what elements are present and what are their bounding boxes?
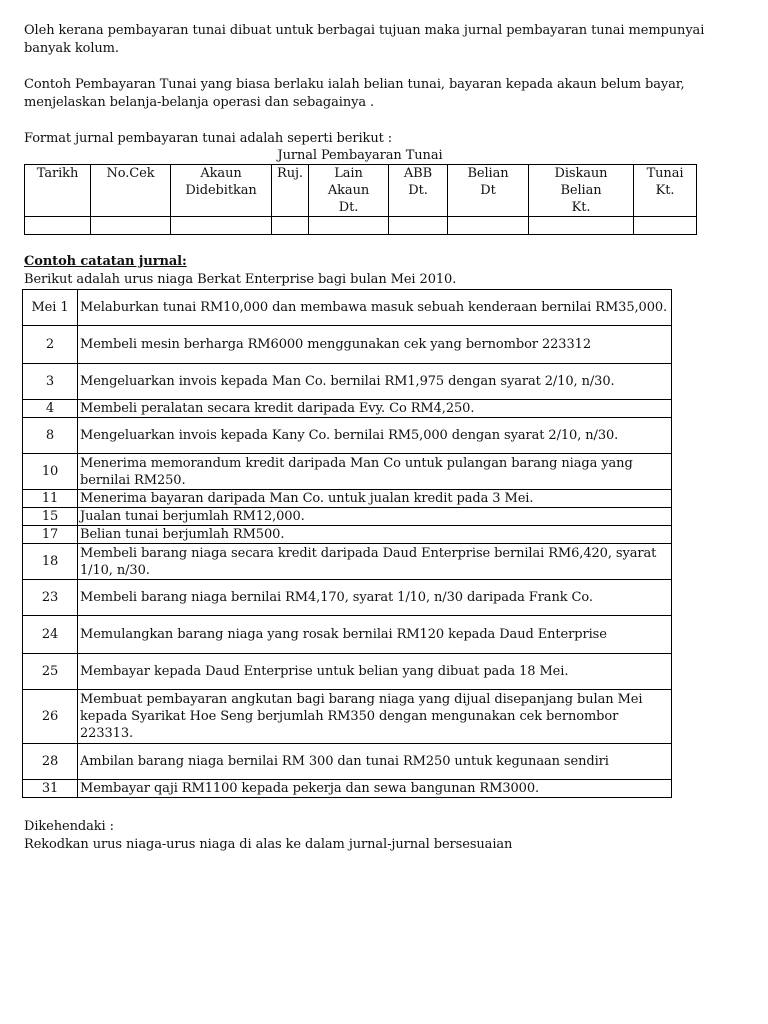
journal-empty-cell [529, 217, 634, 235]
transaction-row [23, 544, 672, 580]
transaction-description: Membayar kepada Daud Enterprise untuk belian yang dibuat pada 18 Mei. [78, 654, 672, 690]
journal-column-header-line: Akaun [200, 166, 242, 181]
journal-format-table [24, 164, 697, 235]
transaction-date: 25 [23, 654, 78, 690]
journal-title: Jurnal Pembayaran Tunai [277, 148, 443, 163]
journal-column-header [272, 165, 309, 217]
transaction-description: Mengeluarkan invois kepada Kany Co. bernilai RM5,000 dengan syarat 2/10, n/30. [78, 418, 672, 454]
journal-empty-cell [389, 217, 448, 235]
requirement-instruction: Rekodkan urus niaga-urus niaga di alas ke dalam jurnal-jurnal bersesuaian [24, 837, 513, 852]
transaction-description: Melaburkan tunai RM10,000 dan membawa masuk sebuah kenderaan bernilai RM35,000. [78, 290, 672, 326]
transaction-row [23, 326, 672, 364]
transaction-row [23, 490, 672, 508]
journal-empty-cell [25, 217, 91, 235]
transaction-date: 11 [23, 490, 78, 508]
transaction-date: 8 [23, 418, 78, 454]
journal-empty-cell [634, 217, 697, 235]
journal-column-header [25, 165, 91, 217]
transaction-date: 10 [23, 454, 78, 490]
transaction-description: Menerima bayaran daripada Man Co. untuk jualan kredit pada 3 Mei. [78, 490, 672, 508]
transaction-date: 4 [23, 400, 78, 418]
transaction-row [23, 418, 672, 454]
transaction-row [23, 400, 672, 418]
transaction-date: 18 [23, 544, 78, 580]
journal-empty-cell [309, 217, 389, 235]
transaction-date: 26 [23, 690, 78, 744]
intro-paragraph-2: Contoh Pembayaran Tunai yang biasa berlaku ialah belian tunai, bayaran kepada akaun belum bayar, menjelaskan belanja-belanja operasi dan sebagainya . [24, 77, 685, 110]
transaction-description: Menerima memorandum kredit daripada Man Co untuk pulangan barang niaga yang bernilai RM250. [78, 454, 672, 490]
journal-column-header-line: Dt [480, 183, 496, 198]
journal-column-header-line: Tarikh [36, 166, 79, 181]
transaction-date: 31 [23, 780, 78, 798]
journal-empty-cell [171, 217, 272, 235]
journal-column-header-line: Belian [560, 183, 602, 198]
transaction-description: Jualan tunai berjumlah RM12,000. [78, 508, 672, 526]
journal-column-header [448, 165, 529, 217]
transaction-row [23, 744, 672, 780]
journal-blank-row [25, 217, 697, 235]
transaction-date: 2 [23, 326, 78, 364]
journal-column-header-line: Dt. [338, 200, 359, 215]
journal-header-row [25, 165, 697, 217]
journal-column-header [309, 165, 389, 217]
journal-column-header [91, 165, 171, 217]
journal-column-header-line: Tunai [646, 166, 684, 181]
transaction-row [23, 580, 672, 616]
transaction-description: Memulangkan barang niaga yang rosak bernilai RM120 kepada Daud Enterprise [78, 616, 672, 654]
journal-column-header-line: Kt. [571, 200, 591, 215]
transaction-description: Membeli barang niaga secara kredit daripada Daud Enterprise bernilai RM6,420, syarat 1/10, n/30. [78, 544, 672, 580]
transaction-description: Membeli barang niaga bernilai RM4,170, syarat 1/10, n/30 daripada Frank Co. [78, 580, 672, 616]
transaction-row [23, 654, 672, 690]
transaction-date: 15 [23, 508, 78, 526]
journal-column-header-line: Akaun [327, 183, 370, 198]
document-page [24, 22, 724, 854]
intro-paragraph-3: Format jurnal pembayaran tunai adalah seperti berikut : [24, 131, 393, 146]
transaction-description: Membeli peralatan secara kredit daripada Evy. Co RM4,250. [78, 400, 672, 418]
transaction-date: 24 [23, 616, 78, 654]
journal-column-header-line: Ruj. [277, 166, 303, 181]
transaction-description: Membayar qaji RM1100 kepada pekerja dan sewa bangunan RM3000. [78, 780, 672, 798]
journal-column-header-line: Belian [467, 166, 509, 181]
journal-column-header [389, 165, 448, 217]
journal-column-header-line: Dt. [408, 183, 428, 198]
journal-column-header [171, 165, 272, 217]
transaction-date: 23 [23, 580, 78, 616]
journal-column-header [634, 165, 697, 217]
journal-column-header-line: Kt. [655, 183, 675, 198]
transaction-row [23, 690, 672, 744]
transaction-description: Mengeluarkan invois kepada Man Co. bernilai RM1,975 dengan syarat 2/10, n/30. [78, 364, 672, 400]
transaction-date: 28 [23, 744, 78, 780]
transaction-row [23, 508, 672, 526]
transaction-row [23, 780, 672, 798]
journal-column-header [529, 165, 634, 217]
requirement-label: Dikehendaki : [24, 819, 114, 834]
transaction-description: Belian tunai berjumlah RM500. [78, 526, 672, 544]
transaction-date: 17 [23, 526, 78, 544]
intro-paragraph-1: Oleh kerana pembayaran tunai dibuat untuk berbagai tujuan maka jurnal pembayaran tunai mempunyai banyak kolum. [24, 23, 705, 56]
transaction-row [23, 364, 672, 400]
transaction-row [23, 616, 672, 654]
example-heading: Contoh catatan jurnal: [24, 254, 187, 269]
transaction-row [23, 526, 672, 544]
transaction-description: Membeli mesin berharga RM6000 menggunakan cek yang bernombor 223312 [78, 326, 672, 364]
transactions-table [22, 289, 672, 798]
journal-column-header-line: Diskaun [554, 166, 608, 181]
transaction-description: Ambilan barang niaga bernilai RM 300 dan tunai RM250 untuk kegunaan sendiri [78, 744, 672, 780]
example-subtitle: Berikut adalah urus niaga Berkat Enterprise bagi bulan Mei 2010. [24, 272, 457, 287]
transaction-date: Mei 1 [23, 290, 78, 326]
journal-column-header-line: Lain [334, 166, 363, 181]
journal-column-header-line: Didebitkan [185, 183, 257, 198]
transaction-row [23, 290, 672, 326]
journal-empty-cell [272, 217, 309, 235]
transaction-row [23, 454, 672, 490]
transaction-date: 3 [23, 364, 78, 400]
journal-column-header-line: ABB [403, 166, 433, 181]
journal-empty-cell [448, 217, 529, 235]
journal-empty-cell [91, 217, 171, 235]
journal-column-header-line: No.Cek [106, 166, 155, 181]
transaction-description: Membuat pembayaran angkutan bagi barang niaga yang dijual disepanjang bulan Mei kepada Syarikat Hoe Seng berjumlah RM350 dengan mengunakan cek bernombor 223313. [78, 690, 672, 744]
